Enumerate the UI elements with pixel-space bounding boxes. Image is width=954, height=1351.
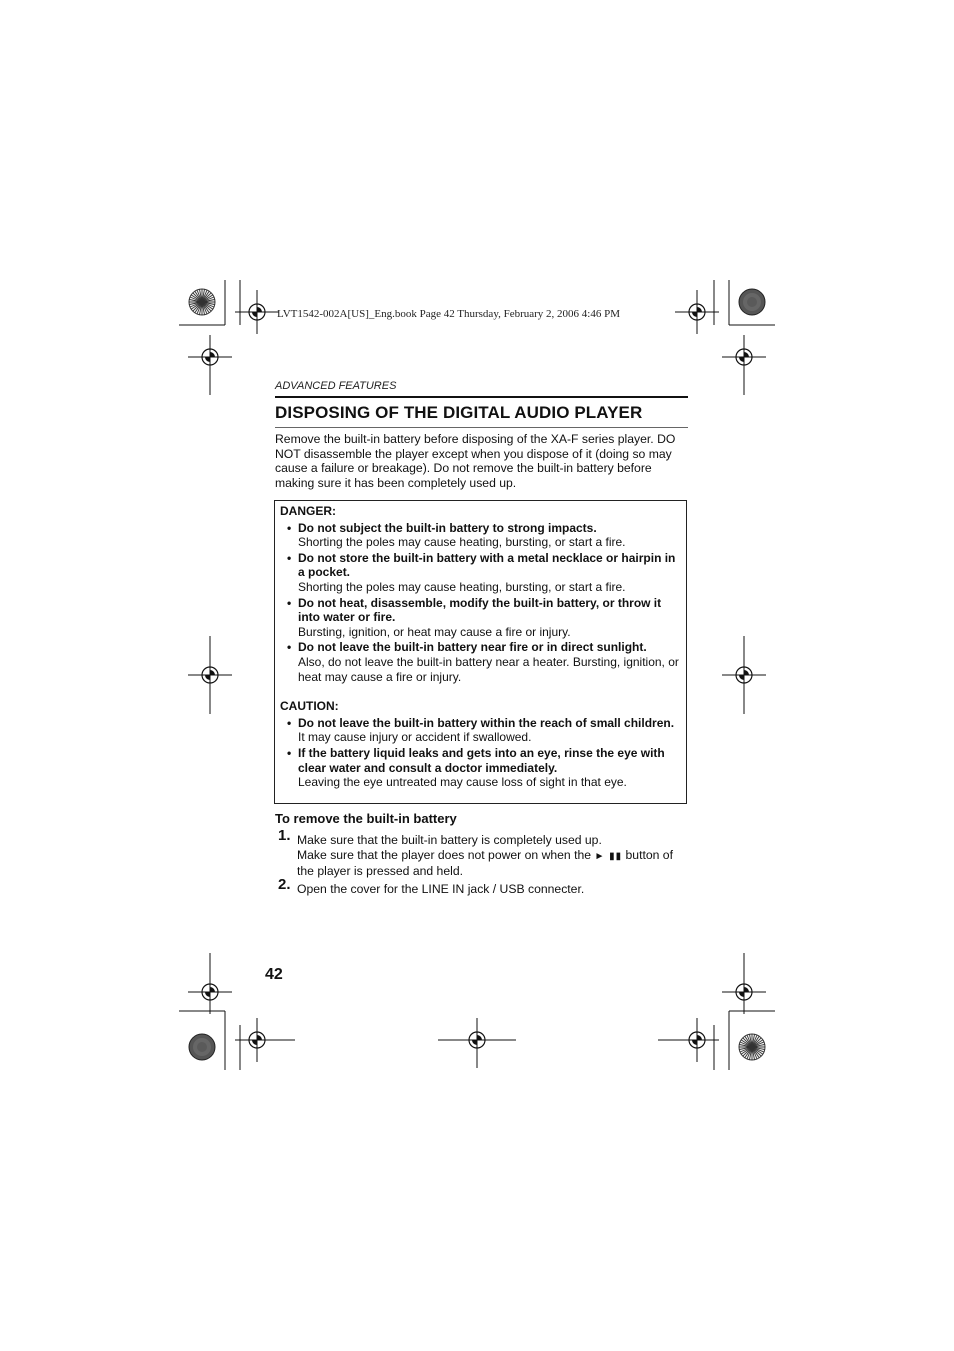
danger-item [280,640,684,684]
caution-item [280,716,684,745]
print-file-info: LVT1542-002A[US]_Eng.book Page 42 Thursday, February 2, 2006 4:46 PM [277,308,621,320]
spacer [280,685,684,699]
procedure-step [278,876,688,897]
step-number: 1. [278,827,291,844]
caution-item [280,746,684,790]
caution-item-title: Do not leave the built-in battery within the reach of small children. [298,715,675,730]
danger-item-text: Bursting, ignition, or heat may cause a fire or injury. [298,624,571,639]
step-text: Make sure that the built-in battery is completely used up. [297,833,602,847]
danger-item-text: Shorting the poles may cause heating, bursting, or start a fire. [298,535,626,550]
step-number: 2. [278,876,291,893]
bullet: • [287,595,292,610]
danger-item [280,551,684,595]
caution-heading: CAUTION: [280,699,339,714]
bullet: • [287,520,292,535]
bullet: • [287,550,292,565]
caution-item-text: It may cause injury or accident if swallowed. [298,730,532,745]
bullet: • [287,715,292,730]
danger-item [280,596,684,640]
procedure-step [278,827,688,879]
page-number: 42 [265,966,283,983]
danger-item-title: Do not heat, disassemble, modify the built-in battery, or throw it into water or fire. [298,595,662,625]
caution-item-text: Leaving the eye untreated may cause loss of sight in that eye. [298,775,627,790]
caution-item-title: If the battery liquid leaks and gets into an eye, rinse the eye with clear water and consult a doctor immediately. [298,745,665,775]
intro-paragraph: Remove the built-in battery before disposing of the XA-F series player. DO NOT disassemble the player except when you dispose of it (doing so may cause a failure or breakage). Do not remove the built-in battery before making sure it has been completely used up. [275,432,676,490]
step-text: Open the cover for the LINE IN jack / USB connecter. [297,882,585,896]
danger-item-title: Do not subject the built-in battery to strong impacts. [298,520,597,535]
danger-item-title: Do not leave the built-in battery near fire or in direct sunlight. [298,640,647,655]
danger-item-text: Also, do not leave the built-in battery near a heater. Bursting, ignition, or heat may cause a fire or injury. [298,654,679,684]
procedure-heading: To remove the built-in battery [275,811,457,826]
bullet: • [287,640,292,655]
warning-box [274,500,687,804]
danger-item-text: Shorting the poles may cause heating, bursting, or start a fire. [298,579,626,594]
step-detail-pre: Make sure that the player does not power on when the [297,847,592,862]
step-detail-post: button of the player is pressed and held. [297,847,673,879]
title-rule-top [275,396,688,398]
section-label: ADVANCED FEATURES [275,380,397,392]
bullet: • [287,745,292,760]
play-pause-icon: ► ▮▮ [594,850,623,862]
danger-item [280,521,684,550]
danger-item-title: Do not store the built-in battery with a metal necklace or hairpin in a pocket. [298,550,676,580]
title-rule-bottom [275,427,688,428]
step-detail [297,848,688,879]
danger-heading: DANGER: [280,504,336,518]
page-title: DISPOSING OF THE DIGITAL AUDIO PLAYER [275,403,643,422]
